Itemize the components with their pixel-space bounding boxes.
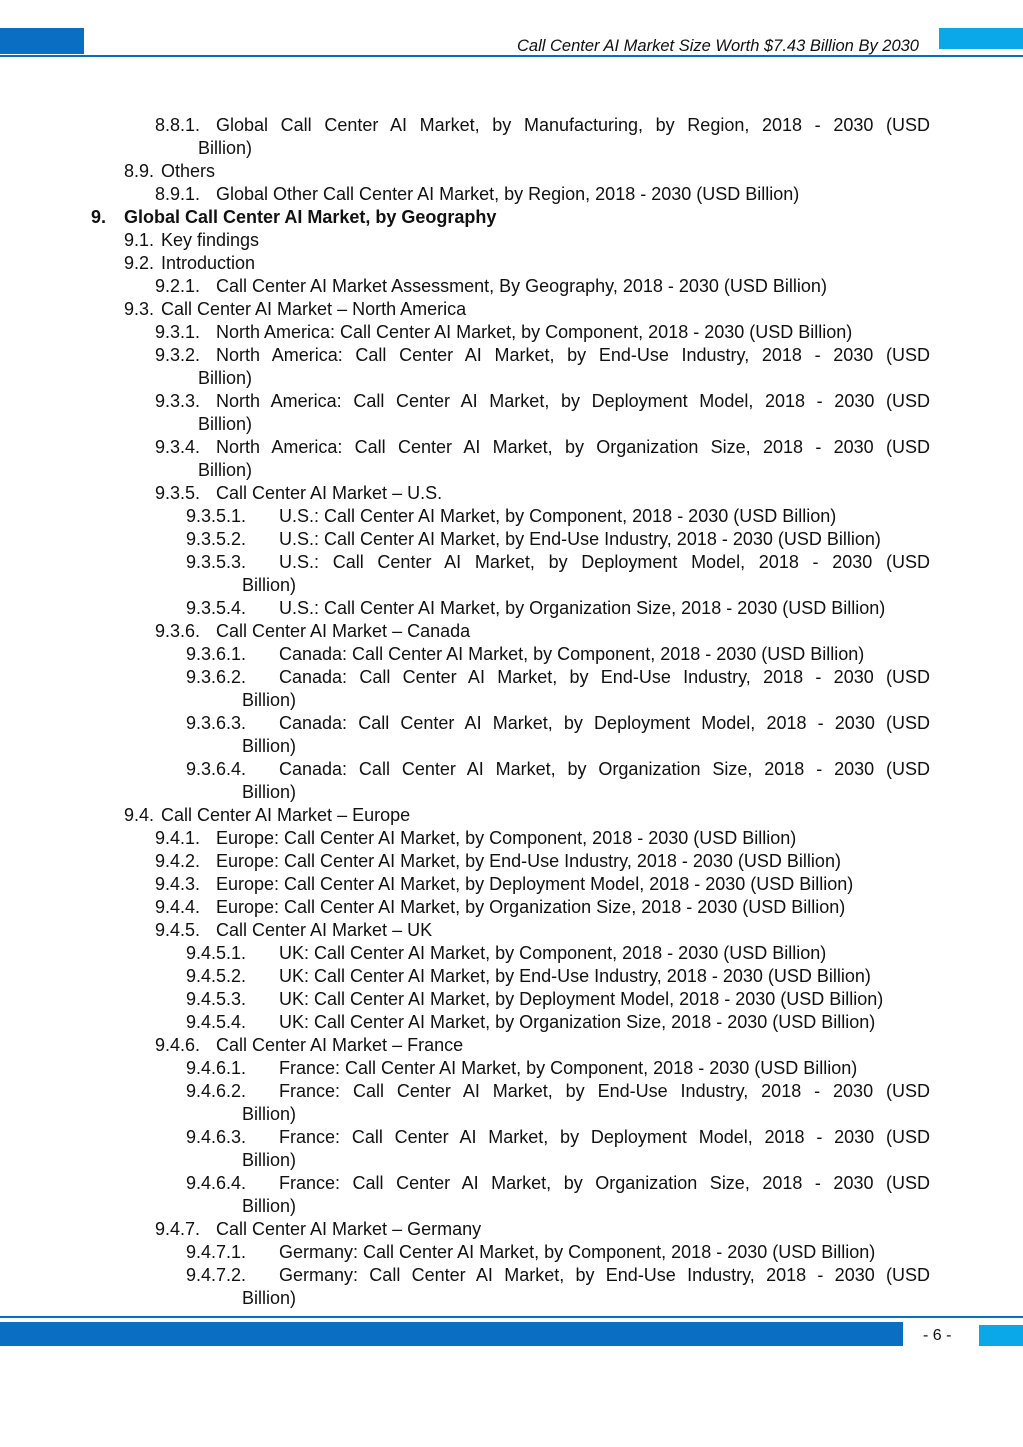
toc-entry-number: 9.3. <box>124 299 155 319</box>
toc-entry-title: Call Center AI Market – Europe <box>161 805 411 825</box>
toc-entry-number: 9.3.6.1. <box>186 644 247 664</box>
toc-entry <box>0 528 930 550</box>
toc-entry-number: 9.3.5.2. <box>186 529 247 549</box>
toc-entry-continuation: Billion) <box>242 690 297 710</box>
toc-entry <box>0 206 930 228</box>
toc-entry <box>0 597 930 619</box>
toc-entry <box>0 1126 930 1148</box>
toc-entry <box>0 1241 930 1263</box>
toc-entry <box>0 666 930 688</box>
toc-entry-continuation: Billion) <box>242 1104 297 1124</box>
toc-entry <box>0 827 930 849</box>
toc-entry <box>0 1057 930 1079</box>
toc-entry-title: U.S.: Call Center AI Market, by End-Use Industry, 2018 - 2030 (USD Billion) <box>279 529 881 549</box>
toc-entry-number: 9.3.5.4. <box>186 598 247 618</box>
toc-entry-continuation: Billion) <box>198 368 253 388</box>
toc-entry <box>0 942 930 964</box>
header-accent-right <box>939 28 1023 49</box>
toc-entry-number: 9.3.1. <box>155 322 201 342</box>
toc-entry-title: Call Center AI Market – U.S. <box>216 483 443 503</box>
toc-entry-number: 8.9. <box>124 161 155 181</box>
toc-entry-number: 9.4.2. <box>155 851 201 871</box>
toc-entry-title: North America: Call Center AI Market, by Organization Size, 2018 - 2030 (USD <box>216 437 930 457</box>
toc-entry <box>0 873 930 895</box>
toc-entry-title: Canada: Call Center AI Market, by End-Use Industry, 2018 - 2030 (USD <box>279 667 930 687</box>
toc-entry-number: 9.3.3. <box>155 391 201 411</box>
toc-entry-continuation: Billion) <box>242 736 297 756</box>
toc-entry <box>0 643 930 665</box>
toc-entry-number: 9.3.5. <box>155 483 201 503</box>
toc-entry <box>0 229 930 251</box>
toc-entry-continuation: Billion) <box>242 1196 297 1216</box>
toc-entry <box>0 965 930 987</box>
toc-entry-number: 9.4.1. <box>155 828 201 848</box>
toc-entry <box>0 275 930 297</box>
toc-entry-number: 9.4.5.4. <box>186 1012 247 1032</box>
page-number: - 6 - <box>923 1327 952 1344</box>
toc-entry-title: Canada: Call Center AI Market, by Deployment Model, 2018 - 2030 (USD <box>279 713 930 733</box>
toc-entry-number: 9. <box>91 207 107 227</box>
toc-entry-title: Call Center AI Market – Canada <box>216 621 471 641</box>
toc-entry <box>0 160 930 182</box>
toc-entry-title: U.S.: Call Center AI Market, by Organization Size, 2018 - 2030 (USD Billion) <box>279 598 886 618</box>
toc-entry <box>0 1218 930 1240</box>
footer-accent-right <box>979 1325 1023 1346</box>
toc-entry-title: Global Other Call Center AI Market, by Region, 2018 - 2030 (USD Billion) <box>216 184 800 204</box>
toc-entry-number: 9.4.7.1. <box>186 1242 247 1262</box>
footer-rule <box>0 1316 1023 1318</box>
toc-entry-number: 9.4.5.1. <box>186 943 247 963</box>
toc-entry-number: 9.1. <box>124 230 155 250</box>
footer-band <box>0 1322 903 1346</box>
toc-entry-continuation: Billion) <box>242 575 297 595</box>
toc-entry <box>0 298 930 320</box>
toc-entry-title: UK: Call Center AI Market, by Organization Size, 2018 - 2030 (USD Billion) <box>279 1012 876 1032</box>
toc-entry-title: Global Call Center AI Market, by Geography <box>124 207 497 227</box>
toc-entry-number: 9.3.6.2. <box>186 667 247 687</box>
toc-entry-title: Europe: Call Center AI Market, by Deployment Model, 2018 - 2030 (USD Billion) <box>216 874 854 894</box>
toc-entry <box>0 114 930 136</box>
toc-entry-number: 9.3.6. <box>155 621 201 641</box>
toc-entry <box>0 344 930 366</box>
toc-entry <box>0 804 930 826</box>
toc-entry-continuation: Billion) <box>242 782 297 802</box>
toc-entry-title: France: Call Center AI Market, by End-Use Industry, 2018 - 2030 (USD <box>279 1081 930 1101</box>
toc-entry-number: 9.3.5.1. <box>186 506 247 526</box>
toc-entry-title: Call Center AI Market – Germany <box>216 1219 482 1239</box>
toc-entry-number: 8.8.1. <box>155 115 201 135</box>
toc-entry-title: U.S.: Call Center AI Market, by Component, 2018 - 2030 (USD Billion) <box>279 506 837 526</box>
toc-entry <box>0 1034 930 1056</box>
toc-entry-number: 9.4.5. <box>155 920 201 940</box>
toc-entry-title: Others <box>161 161 216 181</box>
toc-entry <box>0 321 930 343</box>
toc-entry-number: 9.4.6. <box>155 1035 201 1055</box>
toc-entry-number: 8.9.1. <box>155 184 201 204</box>
toc-entry-number: 9.3.2. <box>155 345 201 365</box>
toc-entry-title: North America: Call Center AI Market, by Component, 2018 - 2030 (USD Billion) <box>216 322 853 342</box>
toc-entry-title: UK: Call Center AI Market, by Component, 2018 - 2030 (USD Billion) <box>279 943 827 963</box>
toc-entry-title: Europe: Call Center AI Market, by Organization Size, 2018 - 2030 (USD Billion) <box>216 897 846 917</box>
toc-entry-continuation: Billion) <box>242 1288 297 1308</box>
toc-entry-title: UK: Call Center AI Market, by End-Use Industry, 2018 - 2030 (USD Billion) <box>279 966 871 986</box>
header-accent-left <box>0 28 84 54</box>
toc-entry-number: 9.4.6.1. <box>186 1058 247 1078</box>
toc-entry-title: Call Center AI Market – France <box>216 1035 464 1055</box>
toc-entry-continuation: Billion) <box>198 460 253 480</box>
toc-entry-title: Canada: Call Center AI Market, by Organization Size, 2018 - 2030 (USD <box>279 759 930 779</box>
toc-entry-number: 9.2. <box>124 253 155 273</box>
toc-entry <box>0 482 930 504</box>
toc-entry-continuation: Billion) <box>198 138 253 158</box>
toc-entry-title: Global Call Center AI Market, by Manufacturing, by Region, 2018 - 2030 (USD <box>216 115 930 135</box>
toc-entry-title: UK: Call Center AI Market, by Deployment Model, 2018 - 2030 (USD Billion) <box>279 989 884 1009</box>
toc-entry-title: Europe: Call Center AI Market, by End-Use Industry, 2018 - 2030 (USD Billion) <box>216 851 841 871</box>
toc-entry-number: 9.4.6.2. <box>186 1081 247 1101</box>
header-rule <box>0 55 1023 57</box>
toc-entry-number: 9.3.6.3. <box>186 713 247 733</box>
toc-entry-continuation: Billion) <box>242 1150 297 1170</box>
toc-entry <box>0 390 930 412</box>
toc-entry <box>0 712 930 734</box>
toc-entry-number: 9.4.3. <box>155 874 201 894</box>
toc-entry-number: 9.4.5.2. <box>186 966 247 986</box>
toc-entry-number: 9.4.5.3. <box>186 989 247 1009</box>
toc-entry-number: 9.4.6.3. <box>186 1127 247 1147</box>
toc-entry-title: Call Center AI Market – UK <box>216 920 433 940</box>
toc-entry-title: Germany: Call Center AI Market, by Component, 2018 - 2030 (USD Billion) <box>279 1242 876 1262</box>
toc-entry <box>0 758 930 780</box>
toc-entry <box>0 252 930 274</box>
toc-entry <box>0 1011 930 1033</box>
toc-entry <box>0 551 930 573</box>
toc-entry <box>0 896 930 918</box>
toc-entry-number: 9.3.6.4. <box>186 759 247 779</box>
toc-entry-title: Call Center AI Market Assessment, By Geography, 2018 - 2030 (USD Billion) <box>216 276 827 296</box>
toc-entry-title: North America: Call Center AI Market, by Deployment Model, 2018 - 2030 (USD <box>216 391 930 411</box>
toc-entry <box>0 620 930 642</box>
toc-entry-title: U.S.: Call Center AI Market, by Deployment Model, 2018 - 2030 (USD <box>279 552 930 572</box>
toc-entry-number: 9.4.7. <box>155 1219 201 1239</box>
toc-entry-title: France: Call Center AI Market, by Deployment Model, 2018 - 2030 (USD <box>279 1127 930 1147</box>
toc-entry-title: Call Center AI Market – North America <box>161 299 467 319</box>
toc-entry-title: Introduction <box>161 253 256 273</box>
toc-entry-title: Key findings <box>161 230 260 250</box>
toc-entry-continuation: Billion) <box>198 414 253 434</box>
toc-entry-title: North America: Call Center AI Market, by End-Use Industry, 2018 - 2030 (USD <box>216 345 930 365</box>
toc-entry-number: 9.4.7.2. <box>186 1265 247 1285</box>
toc-entry-number: 9.3.5.3. <box>186 552 247 572</box>
toc-entry <box>0 436 930 458</box>
toc-entry <box>0 988 930 1010</box>
toc-entry <box>0 1080 930 1102</box>
toc-entry <box>0 919 930 941</box>
toc-entry <box>0 1264 930 1286</box>
toc-entry-title: Canada: Call Center AI Market, by Component, 2018 - 2030 (USD Billion) <box>279 644 865 664</box>
toc-entry <box>0 850 930 872</box>
toc-entry-number: 9.4. <box>124 805 155 825</box>
toc-entry-number: 9.4.6.4. <box>186 1173 247 1193</box>
toc-entry <box>0 505 930 527</box>
header-title: Call Center AI Market Size Worth $7.43 Billion By 2030 <box>517 37 919 55</box>
toc-entry-number: 9.2.1. <box>155 276 201 296</box>
toc-entry-title: France: Call Center AI Market, by Component, 2018 - 2030 (USD Billion) <box>279 1058 858 1078</box>
toc-entry <box>0 183 930 205</box>
toc-entry-number: 9.4.4. <box>155 897 201 917</box>
toc-entry-title: France: Call Center AI Market, by Organization Size, 2018 - 2030 (USD <box>279 1173 930 1193</box>
toc-entry <box>0 1172 930 1194</box>
toc-entry-title: Germany: Call Center AI Market, by End-Use Industry, 2018 - 2030 (USD <box>279 1265 930 1285</box>
toc-entry-title: Europe: Call Center AI Market, by Component, 2018 - 2030 (USD Billion) <box>216 828 797 848</box>
toc-entry-number: 9.3.4. <box>155 437 201 457</box>
